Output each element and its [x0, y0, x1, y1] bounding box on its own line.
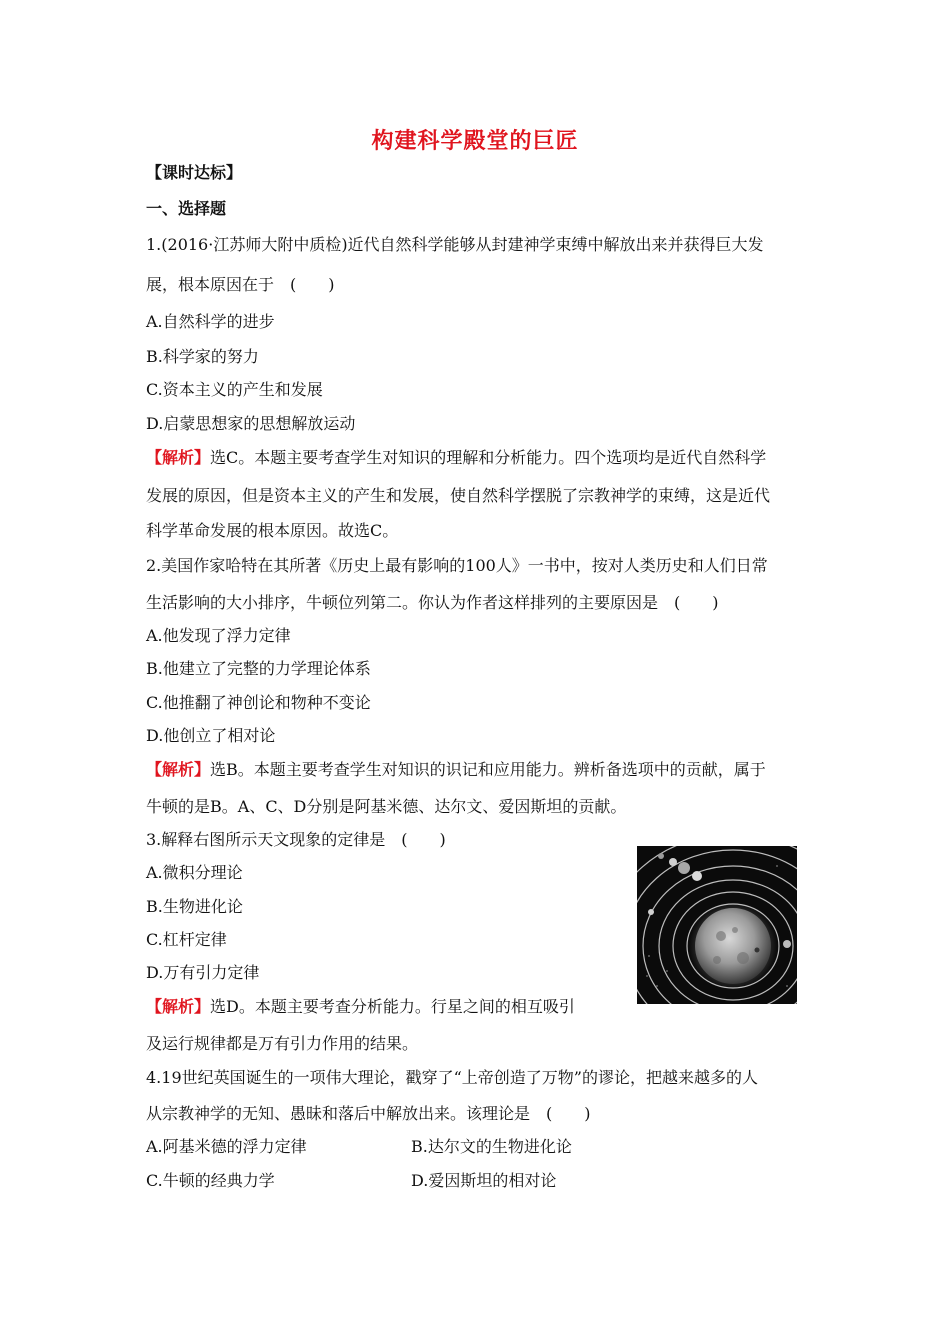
question-2-option-c: C.他推翻了神创论和物种不变论	[146, 693, 371, 712]
question-1-analysis-line-3: 科学革命发展的根本原因。故选C。	[146, 521, 399, 540]
analysis-label: 【解析】	[146, 997, 211, 1016]
question-1-stem-line-1: 1.(2016·江苏师大附中质检)近代自然科学能够从封建神学束缚中解放出来并获得巨大发	[146, 235, 764, 254]
question-2-stem-line-2: 生活影响的大小排序，牛顿位列第二。你认为作者这样排列的主要原因是 ( )	[146, 593, 719, 612]
question-2-analysis-line-1	[146, 759, 766, 781]
question-4-option-d: D.爱因斯坦的相对论	[411, 1171, 557, 1190]
question-1-stem-line-2: 展，根本原因在于 ( )	[146, 275, 335, 294]
question-4-option-c: C.牛顿的经典力学	[146, 1171, 275, 1190]
analysis-label: 【解析】	[146, 448, 211, 467]
question-1-option-a: A.自然科学的进步	[146, 312, 275, 331]
question-3-analysis-line-1	[146, 996, 575, 1018]
question-1-analysis-line-2: 发展的原因，但是资本主义的产生和发展，使自然科学摆脱了宗教神学的束缚，这是近代	[146, 486, 771, 505]
analysis-text: 选D。本题主要考查分析能力。行星之间的相互吸引	[210, 997, 575, 1016]
question-4-option-b: B.达尔文的生物进化论	[411, 1137, 572, 1156]
question-3-option-b: B.生物进化论	[146, 897, 243, 916]
question-1-option-d: D.启蒙思想家的思想解放运动	[146, 414, 356, 433]
question-2-stem-line-1: 2.美国作家哈特在其所著《历史上最有影响的100人》一书中，按对人类历史和人们日常	[146, 556, 768, 575]
question-2-analysis-line-2: 牛顿的是B。A、C、D分别是阿基米德、达尔文、爱因斯坦的贡献。	[146, 797, 627, 816]
question-2-option-a: A.他发现了浮力定律	[146, 626, 291, 645]
analysis-label: 【解析】	[146, 760, 211, 779]
question-1-option-c: C.资本主义的产生和发展	[146, 380, 323, 399]
question-3-analysis-line-2: 及运行规律都是万有引力作用的结果。	[146, 1034, 419, 1053]
question-4-stem-line-1: 4.19世纪英国诞生的一项伟大理论，戳穿了“上帝创造了万物”的谬论，把越来越多的人	[146, 1068, 758, 1087]
question-3-stem-line-1: 3.解释右图所示天文现象的定律是 ( )	[146, 830, 446, 849]
question-1-option-b: B.科学家的努力	[146, 347, 259, 366]
question-4-stem-line-2: 从宗教神学的无知、愚昧和落后中解放出来。该理论是 ( )	[146, 1104, 591, 1123]
analysis-text: 选C。本题主要考查学生对知识的理解和分析能力。四个选项均是近代自然科学	[210, 448, 767, 467]
analysis-text: 选B。本题主要考查学生对知识的识记和应用能力。辨析备选项中的贡献，属于	[210, 760, 766, 779]
question-3-option-a: A.微积分理论	[146, 863, 243, 882]
section-heading: 一、选择题	[146, 199, 227, 218]
solar-system-illustration	[637, 846, 797, 1004]
question-2-option-b: B.他建立了完整的力学理论体系	[146, 659, 371, 678]
question-3-option-c: C.杠杆定律	[146, 930, 227, 949]
question-3-option-d: D.万有引力定律	[146, 963, 260, 982]
question-1-analysis-line-1	[146, 447, 766, 469]
section-tag: 【课时达标】	[146, 163, 243, 182]
page-title: 构建科学殿堂的巨匠	[371, 129, 579, 154]
question-4-option-a: A.阿基米德的浮力定律	[146, 1137, 307, 1156]
solar-system-image	[637, 846, 797, 1004]
question-2-option-d: D.他创立了相对论	[146, 726, 276, 745]
